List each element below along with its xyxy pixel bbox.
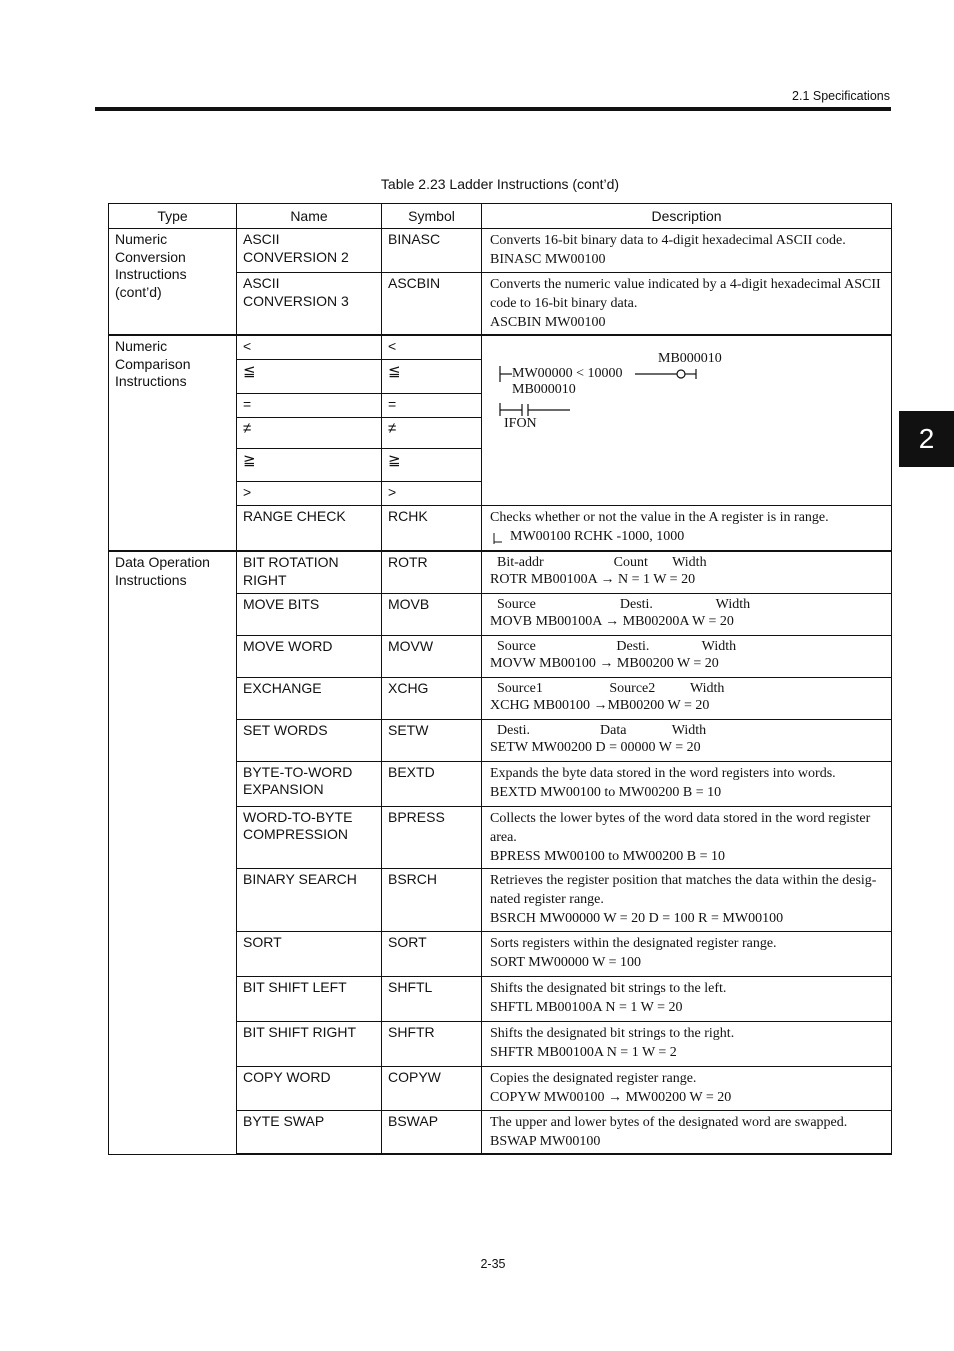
header-rule [95,107,891,111]
row-symbol: = [382,393,482,417]
row-name: ASCII CONVERSION 2 [237,229,382,273]
row-name: = [237,393,382,417]
row-description: Shifts the designated bit strings to the left. SHFTL MB00100A N = 1 W = 20 [482,976,892,1021]
row-description: Source Desti. Width MOVW MB00100 → MB00200 W = 20 [482,635,892,677]
row-description: Copies the designated register range. COPYW MW00100 → MW00200 W = 20 [482,1066,892,1110]
row-name: MOVE BITS [237,593,382,635]
ifon-label: IFON [504,416,537,431]
col-description: Description [482,204,892,229]
row-symbol: ≦ [382,359,482,393]
row-description: Desti. Data Width SETW MW00200 D = 00000 W = 20 [482,719,892,761]
compare-expression: MW00000 < 10000 [512,366,623,381]
row-symbol: ROTR [382,551,482,593]
row-name: SET WORDS [237,719,382,761]
row-name: BIT SHIFT LEFT [237,976,382,1021]
row-description: Converts 16-bit binary data to 4-digit hexadecimal ASCII code. BINASC MW00100 [482,229,892,273]
ladder-lines [482,336,892,501]
row-name: ≧ [237,448,382,481]
row-description: Converts the numeric value indicated by a 4-digit hexadecimal ASCII code to 16-bit binary data. ASCBIN MW00100 [482,273,892,336]
row-symbol: ASCBIN [382,273,482,336]
row-symbol: XCHG [382,677,482,719]
row-symbol: BEXTD [382,761,482,806]
row-description: Shifts the designated bit strings to the right. SHFTR MB00100A N = 1 W = 2 [482,1021,892,1066]
row-symbol: BSRCH [382,868,482,931]
row-name: BIT SHIFT RIGHT [237,1021,382,1066]
row-description: Source Desti. Width MOVB MB00100A → MB00200A W = 20 [482,593,892,635]
table-row [109,551,892,593]
table-row [109,335,892,359]
row-name: MOVE WORD [237,635,382,677]
row-symbol: MOVB [382,593,482,635]
row-symbol: BINASC [382,229,482,273]
row-name: ≠ [237,417,382,448]
row-symbol: BPRESS [382,806,482,868]
row-name: BYTE-TO-WORD EXPANSION [237,761,382,806]
row-name: SORT [237,931,382,976]
section-header: 2.1 Specifications [792,89,890,103]
row-name: BYTE SWAP [237,1110,382,1154]
row-symbol: COPYW [382,1066,482,1110]
row-symbol: MOVW [382,635,482,677]
row-name: < [237,335,382,359]
ladder-diagram-cell [482,335,892,505]
row-symbol: SHFTR [382,1021,482,1066]
group-numeric-conversion: Numeric Conversion Instructions (cont’d) [109,229,237,336]
row-symbol: RCHK [382,505,482,551]
table-header-row [109,204,892,229]
row-description: Expands the byte data stored in the word registers into words. BEXTD MW00100 to MW00200 B = 10 [482,761,892,806]
ladder-diagram [482,336,891,501]
row-description: Bit-addr Count Width ROTR MB00100A → N = 1 W = 20 [482,551,892,593]
row-description: Collects the lower bytes of the word data stored in the word register area. BPRESS MW00100 to MW00200 B = 10 [482,806,892,868]
row-symbol: SORT [382,931,482,976]
table-caption: Table 2.23 Ladder Instructions (cont’d) [380,176,620,192]
row-description: Checks whether or not the value in the A register is in range. MW00100 RCHK -1000, 1000 [482,505,892,551]
row-symbol: > [382,481,482,505]
col-name: Name [237,204,382,229]
row-description: Sorts registers within the designated register range. SORT MW00000 W = 100 [482,931,892,976]
contact-icon [492,531,506,545]
row-name: BINARY SEARCH [237,868,382,931]
row-name: EXCHANGE [237,677,382,719]
row-description: Retrieves the register position that matches the data within the desig-nated register range. BSRCH MW00000 W = 20 D = 100 R = MW00100 [482,868,892,931]
col-type: Type [109,204,237,229]
row-name: > [237,481,382,505]
row-description: The upper and lower bytes of the designated word are swapped. BSWAP MW00100 [482,1110,892,1154]
page-number: 2-35 [480,1257,506,1271]
row-name: ASCII CONVERSION 3 [237,273,382,336]
row-description: Source1 Source2 Width XCHG MB00100 →MB00200 W = 20 [482,677,892,719]
row-symbol: ≠ [382,417,482,448]
row-symbol: < [382,335,482,359]
chapter-tab: 2 [899,411,954,467]
row-symbol: ≧ [382,448,482,481]
row-name: BIT ROTATION RIGHT [237,551,382,593]
row-name: ≦ [237,359,382,393]
row-symbol: SHFTL [382,976,482,1021]
row-symbol: BSWAP [382,1110,482,1154]
row-symbol: SETW [382,719,482,761]
row-name: WORD-TO-BYTE COMPRESSION [237,806,382,868]
group-data-operation: Data Operation Instructions [109,551,237,1154]
contact-label: MB000010 [512,382,576,397]
row-name: COPY WORD [237,1066,382,1110]
group-numeric-comparison: Numeric Comparison Instructions [109,335,237,551]
coil-label: MB000010 [658,351,722,366]
ladder-instructions-table [108,203,892,1155]
col-symbol: Symbol [382,204,482,229]
row-name: RANGE CHECK [237,505,382,551]
table-row [109,229,892,273]
